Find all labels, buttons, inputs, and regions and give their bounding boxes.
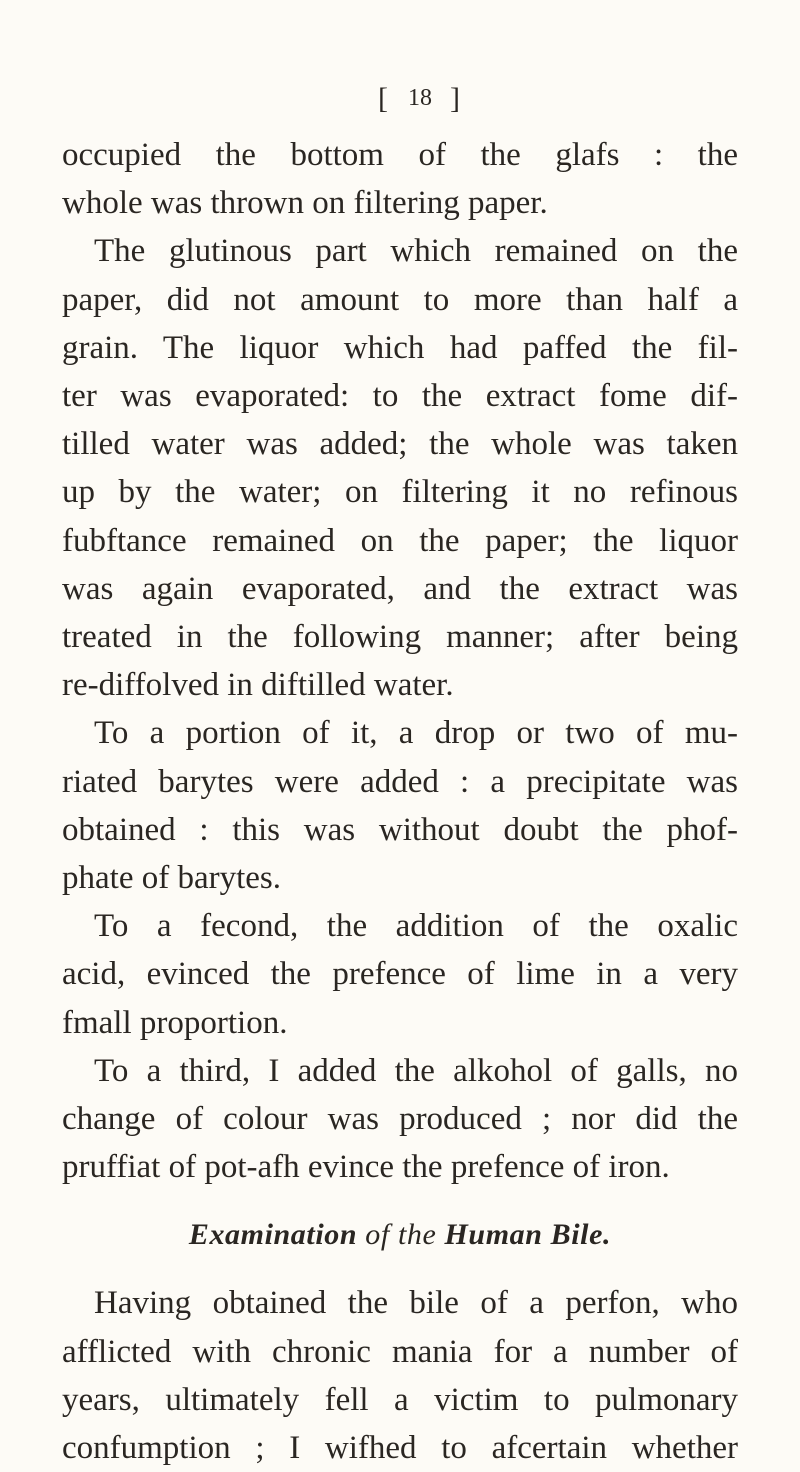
text-line: To a portion of it, a drop or two of mu-: [94, 715, 738, 752]
text-line: Having obtained the bile of a perfon, who: [94, 1285, 738, 1322]
page-number-header: [62, 78, 738, 119]
text-line: ter was evaporated: to the extract fome dif-: [62, 378, 738, 415]
text-line: riated barytes were added : a precipitate was: [62, 763, 738, 800]
text-line: fmall proportion.: [62, 1004, 288, 1041]
text-line: The glutinous part which remained on the: [94, 233, 738, 270]
heading-word: Examination: [188, 1218, 358, 1252]
text-line: paper, did not amount to more than half a: [62, 281, 738, 318]
text-line: treated in the following manner; after being: [62, 619, 738, 656]
paragraph: [62, 1279, 738, 1472]
text-line: acid, evinced the prefence of lime in a very: [62, 956, 738, 993]
text-line: whole was thrown on filtering paper.: [62, 185, 548, 222]
heading-word: the: [397, 1218, 437, 1252]
text-line: confumption ; I wifhed to afcertain whether: [62, 1430, 738, 1467]
section-heading: [62, 1211, 738, 1259]
text-line: phate of barytes.: [62, 860, 281, 897]
text-line: re-diffolved in diftilled water.: [62, 667, 454, 704]
text-line: fubftance remained on the paper; the liquor: [62, 522, 738, 559]
text-line: To a third, I added the alkohol of galls, no: [94, 1052, 738, 1089]
page-number: 18: [408, 85, 432, 111]
heading-word: Human Bile.: [444, 1218, 612, 1252]
text-line: afflicted with chronic mania for a number of: [62, 1333, 738, 1370]
text-line: was again evaporated, and the extract was: [62, 570, 738, 607]
paragraph: [62, 709, 738, 902]
text-line: To a fecond, the addition of the oxalic: [94, 908, 738, 945]
open-bracket: [: [378, 82, 390, 115]
text-line: change of colour was produced ; nor did the: [62, 1101, 738, 1138]
text-line: years, ultimately fell a victim to pulmonary: [62, 1381, 738, 1418]
paragraph: [62, 227, 738, 709]
text-line: tilled water was added; the whole was taken: [62, 426, 738, 463]
paragraph: [62, 131, 738, 227]
text-line: occupied the bottom of the glafs : the: [62, 137, 738, 173]
heading-word: of: [365, 1218, 390, 1252]
text-line: up by the water; on filtering it no refinous: [62, 474, 738, 511]
body-text: [62, 131, 738, 1472]
text-line: pruffiat of pot-afh evince the prefence of iron.: [62, 1149, 670, 1186]
text-line: obtained : this was without doubt the phof-: [62, 811, 738, 848]
close-bracket: ]: [450, 82, 462, 115]
paragraph: [62, 1047, 738, 1192]
text-line: grain. The liquor which had paffed the fil-: [62, 329, 738, 366]
paragraph: [62, 902, 738, 1047]
